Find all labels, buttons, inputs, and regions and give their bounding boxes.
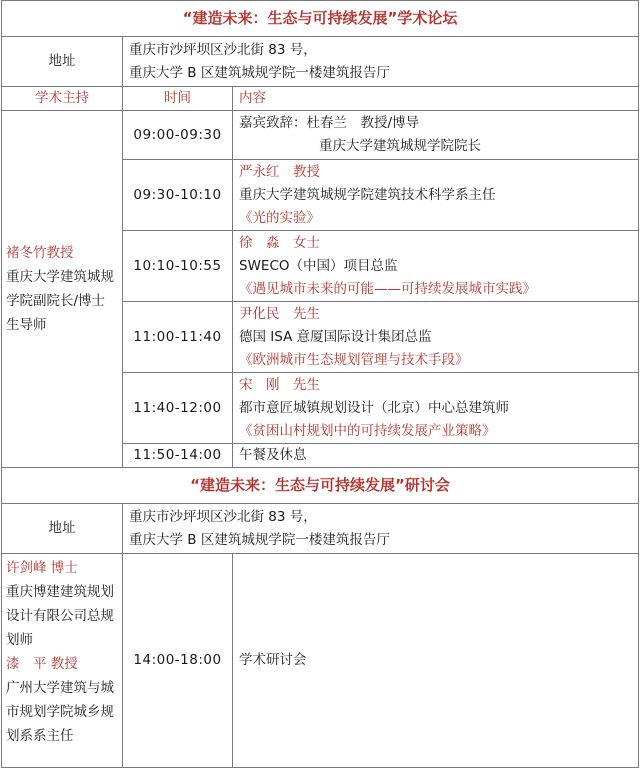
col-content-header: 内容 xyxy=(233,87,639,111)
forum-address xyxy=(123,37,639,87)
talk-title: 《遇见城市未来的可能——可持续发展城市实践》 xyxy=(239,280,536,297)
speaker-name: 严永红 教授 xyxy=(239,163,320,180)
seminar-content: 学术研讨会 xyxy=(233,554,639,768)
seminar-title-row xyxy=(2,468,639,504)
speaker-name: 徐 淼 女士 xyxy=(239,234,320,251)
welcome-speaker-role: 重庆大学建筑城规学院院长 xyxy=(319,138,481,154)
seminar-host2-name: 漆 平 教授 xyxy=(6,656,78,672)
forum-address-line1: 重庆市沙坪坝区沙北街 83 号， xyxy=(129,41,317,58)
session-time: 09:00-09:30 xyxy=(123,111,233,160)
seminar-host1-name: 许剑峰 博士 xyxy=(6,560,78,576)
session-time: 11:50-14:00 xyxy=(123,444,233,468)
seminar-address-row xyxy=(2,504,639,554)
session-content xyxy=(233,373,639,444)
session-content xyxy=(233,231,639,302)
session-row-1 xyxy=(2,111,639,160)
seminar-hosts-cell xyxy=(2,554,123,768)
forum-host-name: 褚冬竹教授 xyxy=(6,245,74,261)
seminar-address-line2: 重庆大学 B 区建筑城规学院一楼建筑报告厅 xyxy=(129,531,390,548)
talk-title: 《欧洲城市生态规划管理与技术手段》 xyxy=(239,351,469,368)
speaker-role: 德国 ISA 意厦国际设计集团总监 xyxy=(239,328,432,345)
seminar-address xyxy=(123,504,639,554)
schedule-table xyxy=(1,0,639,768)
session-content xyxy=(233,160,639,231)
lunch-break: 午餐及休息 xyxy=(233,444,639,468)
seminar-time: 14:00-18:00 xyxy=(123,554,233,768)
forum-address-line2: 重庆大学 B 区建筑城规学院一楼建筑报告厅 xyxy=(129,64,390,81)
session-content xyxy=(233,302,639,373)
seminar-host1-desc: 重庆博建建筑规划设计有限公司总规划师 xyxy=(6,584,114,648)
forum-host-cell xyxy=(2,111,123,468)
forum-address-row xyxy=(2,37,639,87)
session-time: 11:40-12:00 xyxy=(123,373,233,444)
seminar-row xyxy=(2,554,639,768)
seminar-address-label: 地址 xyxy=(2,504,123,554)
seminar-host2-desc: 广州大学建筑与城市规划学院城乡规划系系主任 xyxy=(6,680,114,744)
session-time: 09:30-10:10 xyxy=(123,160,233,231)
speaker-role: SWECO（中国）项目总监 xyxy=(239,257,398,274)
forum-title: “建造未来：生态与可持续发展”学术论坛 xyxy=(2,1,639,37)
seminar-address-line1: 重庆市沙坪坝区沙北街 83 号， xyxy=(129,508,317,525)
speaker-name: 尹化民 先生 xyxy=(239,305,320,322)
seminar-title: “建造未来：生态与可持续发展”研讨会 xyxy=(2,468,639,504)
forum-address-label: 地址 xyxy=(2,37,123,87)
session-time: 11:00-11:40 xyxy=(123,302,233,373)
speaker-role: 重庆大学建筑城规学院建筑技术科学系主任 xyxy=(239,186,496,203)
speaker-name: 宋 刚 先生 xyxy=(239,376,320,393)
welcome-speech: 嘉宾致辞：杜春兰 教授/博导 xyxy=(239,115,420,131)
forum-title-row xyxy=(2,1,639,37)
col-time-header: 时间 xyxy=(123,87,233,111)
speaker-role: 都市意匠城镇规划设计（北京）中心总建筑师 xyxy=(239,399,509,416)
col-host-header: 学术主持 xyxy=(2,87,123,111)
talk-title: 《贫困山村规划中的可持续发展产业策略》 xyxy=(239,422,496,439)
session-time: 10:10-10:55 xyxy=(123,231,233,302)
talk-title: 《光的实验》 xyxy=(239,209,320,226)
session-content xyxy=(233,111,639,160)
forum-header-row xyxy=(2,87,639,111)
forum-host-desc: 重庆大学建筑城规学院副院长/博士生导师 xyxy=(6,269,114,333)
